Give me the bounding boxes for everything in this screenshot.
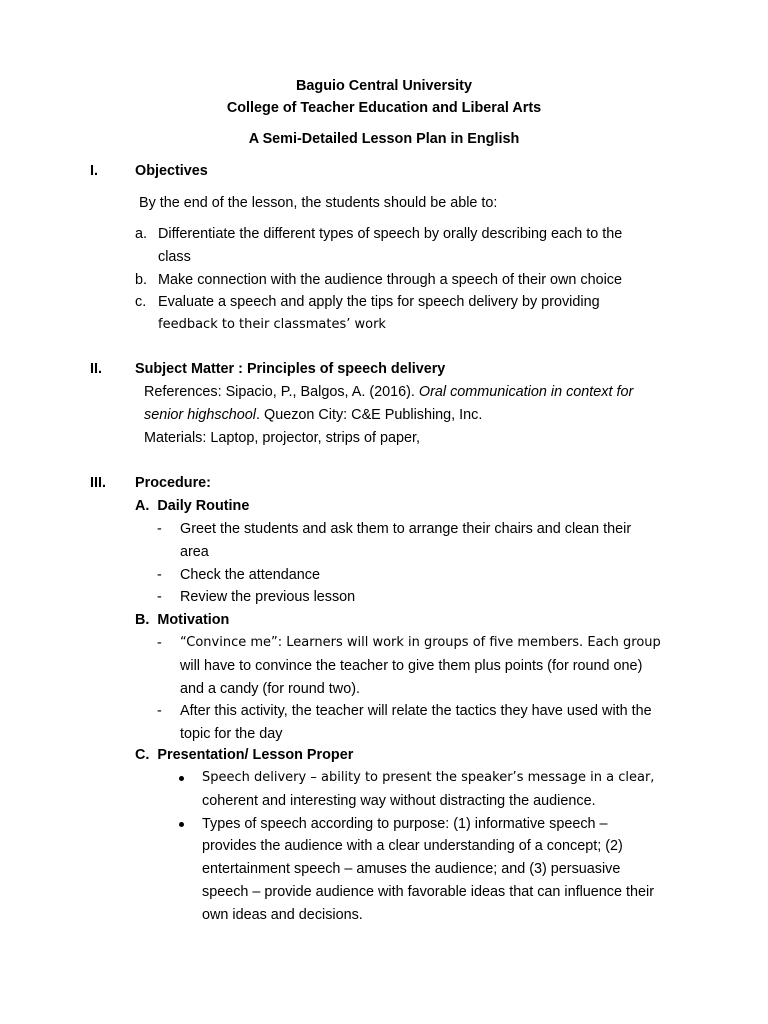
section-title-objectives: Objectives bbox=[135, 163, 208, 179]
item-text: will have to convince the teacher to give them plus points (for round one) bbox=[180, 657, 643, 674]
list-item-continuation bbox=[157, 655, 697, 678]
list-item-continuation bbox=[157, 678, 697, 701]
references-book-title-cont: senior highschool bbox=[144, 407, 256, 423]
item-text: Speech delivery – ability to present the speaker’s message in a clear, bbox=[202, 770, 655, 785]
list-item-continuation bbox=[202, 858, 692, 881]
dash-marker: - bbox=[157, 589, 162, 606]
section-title-subject-matter: Subject Matter : Principles of speech delivery bbox=[135, 361, 446, 377]
item-text: Evaluate a speech and apply the tips for speech delivery by providing bbox=[158, 294, 600, 311]
item-text: Review the previous lesson bbox=[180, 589, 356, 606]
item-text: Differentiate the different types of speech by orally describing each to the bbox=[158, 226, 623, 242]
dash-marker: - bbox=[157, 521, 162, 537]
item-text: own ideas and decisions. bbox=[202, 906, 363, 923]
list-item-continuation bbox=[135, 246, 695, 269]
item-text: topic for the day bbox=[180, 726, 283, 743]
item-text: class bbox=[158, 248, 191, 265]
item-text: area bbox=[180, 543, 209, 560]
motivation-list bbox=[157, 632, 697, 746]
references-prefix: References: Sipacio, P., Balgos, A. (2016). bbox=[144, 384, 419, 400]
subsection-title-presentation: C. Presentation/ Lesson Proper bbox=[135, 747, 354, 763]
item-label: c. bbox=[135, 294, 147, 311]
subsection-title-motivation: B. Motivation bbox=[135, 612, 230, 628]
item-text: coherent and interesting way without distracting the audience. bbox=[202, 792, 596, 809]
section-title-procedure: Procedure: bbox=[135, 475, 211, 491]
item-text: “Convince me”: Learners will work in groups of five members. Each group bbox=[180, 635, 661, 650]
list-item-continuation bbox=[135, 314, 695, 337]
section-numeral-objectives: I. bbox=[90, 163, 98, 179]
list-item-continuation bbox=[157, 541, 697, 564]
list-item-continuation bbox=[202, 904, 692, 927]
references-book-title: Oral communication in context for bbox=[418, 384, 634, 400]
item-text: Make connection with the audience through a speech of their own choice bbox=[158, 271, 622, 288]
list-item bbox=[157, 632, 697, 655]
presentation-list bbox=[202, 767, 692, 927]
list-item bbox=[135, 291, 695, 314]
section-numeral-procedure: III. bbox=[90, 475, 106, 491]
item-text: and a candy (for round two). bbox=[180, 680, 360, 697]
item-text: speech – provide audience with favorable ideas that can influence their bbox=[202, 883, 654, 900]
list-item bbox=[202, 813, 692, 836]
list-item-continuation bbox=[202, 790, 692, 813]
list-item bbox=[135, 269, 695, 292]
references-line-1 bbox=[144, 381, 633, 404]
list-item bbox=[157, 518, 697, 541]
list-item-continuation bbox=[157, 723, 697, 746]
item-text: provides the audience with a clear understanding of a concept; (2) bbox=[202, 838, 623, 855]
section-numeral-subject-matter: II. bbox=[90, 361, 102, 377]
daily-routine-list bbox=[157, 518, 697, 609]
references-line-2 bbox=[144, 404, 482, 427]
list-item bbox=[157, 586, 697, 609]
item-text: Greet the students and ask them to arrange their chairs and clean their bbox=[180, 521, 632, 537]
bullet-icon bbox=[179, 822, 184, 827]
item-label: a. bbox=[135, 226, 148, 242]
item-text: After this activity, the teacher will relate the tactics they have used with the bbox=[180, 703, 652, 720]
dash-marker: - bbox=[157, 635, 162, 651]
list-item bbox=[202, 767, 692, 790]
item-text: entertainment speech – amuses the audience; and (3) persuasive bbox=[202, 861, 621, 878]
references-suffix: . Quezon City: C&E Publishing, Inc. bbox=[256, 407, 483, 423]
objectives-list bbox=[135, 223, 695, 337]
dash-marker: - bbox=[157, 566, 162, 583]
list-item bbox=[135, 223, 695, 246]
item-text: Types of speech according to purpose: (1) informative speech – bbox=[202, 815, 608, 832]
lesson-plan-title: A Semi-Detailed Lesson Plan in English bbox=[248, 131, 520, 147]
college-name: College of Teacher Education and Liberal Arts bbox=[226, 100, 542, 116]
list-item bbox=[157, 700, 697, 723]
list-item-continuation bbox=[202, 881, 692, 904]
list-item-continuation bbox=[202, 835, 692, 858]
item-text: Check the attendance bbox=[180, 566, 321, 583]
university-name: Baguio Central University bbox=[296, 78, 472, 94]
subsection-title-daily-routine: A. Daily Routine bbox=[135, 498, 250, 514]
list-item bbox=[157, 564, 697, 587]
objectives-intro: By the end of the lesson, the students should be able to: bbox=[139, 195, 498, 211]
dash-marker: - bbox=[157, 703, 162, 720]
bullet-icon bbox=[179, 776, 184, 781]
item-label: b. bbox=[135, 271, 148, 288]
item-text: feedback to their classmates’ work bbox=[158, 317, 386, 333]
materials-line: Materials: Laptop, projector, strips of paper, bbox=[144, 430, 420, 446]
